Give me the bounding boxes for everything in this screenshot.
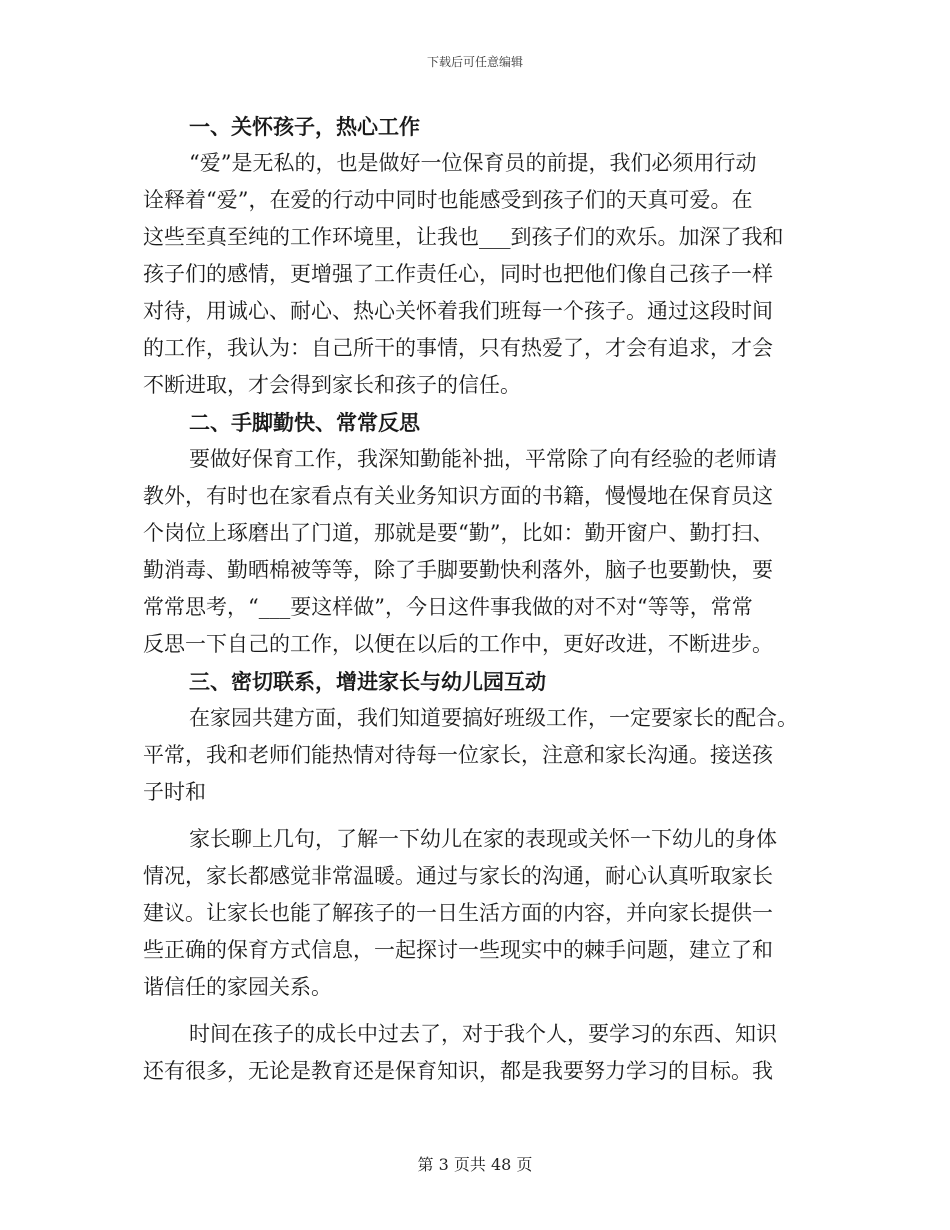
text-line: 时间在孩子的成长中过去了，对于我个人，要学习的东西、知识 <box>189 1022 777 1046</box>
paragraph-gap <box>143 811 807 821</box>
text-line: 的工作，我认为：自己所干的事情，只有热爱了，才会有追求，才会 <box>143 336 773 360</box>
section-heading: 一、关怀孩子，热心工作 <box>189 114 420 139</box>
section-heading: 三、密切联系，增进家长与幼儿园互动 <box>189 669 546 694</box>
text-line: 建议。让家长也能了解孩子的一日生活方面的内容，并向家长提供一 <box>143 901 773 925</box>
text-line: 常常思考，“___要这样做”，今日这件事我做的对不对“等等，常常 <box>143 595 753 619</box>
page-footer: 第 3 页共 48 页 <box>417 1155 533 1174</box>
paragraph <box>143 700 807 811</box>
text-line: 教外，有时也在家看点有关业务知识方面的书籍，慢慢地在保育员这 <box>143 484 773 508</box>
text-line: 些正确的保育方式信息，一起探讨一些现实中的棘手问题，建立了和 <box>143 938 773 962</box>
text-line: 个岗位上琢磨出了门道，那就是要“勤”，比如：勤开窗户、勤打扫、 <box>143 521 774 545</box>
text-line: 家长聊上几句，了解一下幼儿在家的表现或关怀一下幼儿的身体 <box>189 827 777 851</box>
paragraph <box>143 441 807 663</box>
text-line: 这些至真至纯的工作环境里，让我也___到孩子们的欢乐。加深了我和 <box>143 225 784 249</box>
text-line: “爱”是无私的，也是做好一位保育员的前提，我们必须用行动 <box>189 151 757 175</box>
paragraph <box>143 1016 807 1090</box>
text-line: 诠释着“爱”，在爱的行动中同时也能感受到孩子们的天真可爱。在 <box>143 188 753 212</box>
paragraph-gap <box>143 1006 807 1016</box>
text-line: 情况，家长都感觉非常温暖。通过与家长的沟通，耐心认真听取家长 <box>143 864 773 888</box>
text-line: 在家园共建方面，我们知道要搞好班级工作，一定要家长的配合。 <box>189 706 798 730</box>
text-line: 反思一下自己的工作，以便在以后的工作中，更好改进，不断进步。 <box>143 632 773 656</box>
section-heading: 二、手脚勤快、常常反思 <box>189 410 420 435</box>
paragraph <box>143 145 807 404</box>
text-line: 谐信任的家园关系。 <box>143 975 332 999</box>
document-body <box>143 108 807 1090</box>
text-line: 不断进取，才会得到家长和孩子的信任。 <box>143 373 521 397</box>
text-line: 勤消毒、勤晒棉被等等，除了手脚要勤快利落外，脑子也要勤快，要 <box>143 558 773 582</box>
paragraph <box>143 821 807 1006</box>
text-line: 要做好保育工作，我深知勤能补拙，平常除了向有经验的老师请 <box>189 447 777 471</box>
text-line: 还有很多，无论是教育还是保育知识，都是我要努力学习的目标。我 <box>143 1059 773 1083</box>
page-header: 下载后可任意编辑 <box>426 55 523 69</box>
text-line: 对待，用诚心、耐心、热心关怀着我们班每一个孩子。通过这段时间 <box>143 299 773 323</box>
text-line: 平常，我和老师们能热情对待每一位家长，注意和家长沟通。接送孩 <box>143 743 773 767</box>
text-line: 孩子们的感情，更增强了工作责任心，同时也把他们像自己孩子一样 <box>143 262 773 286</box>
text-line: 子时和 <box>143 780 206 804</box>
